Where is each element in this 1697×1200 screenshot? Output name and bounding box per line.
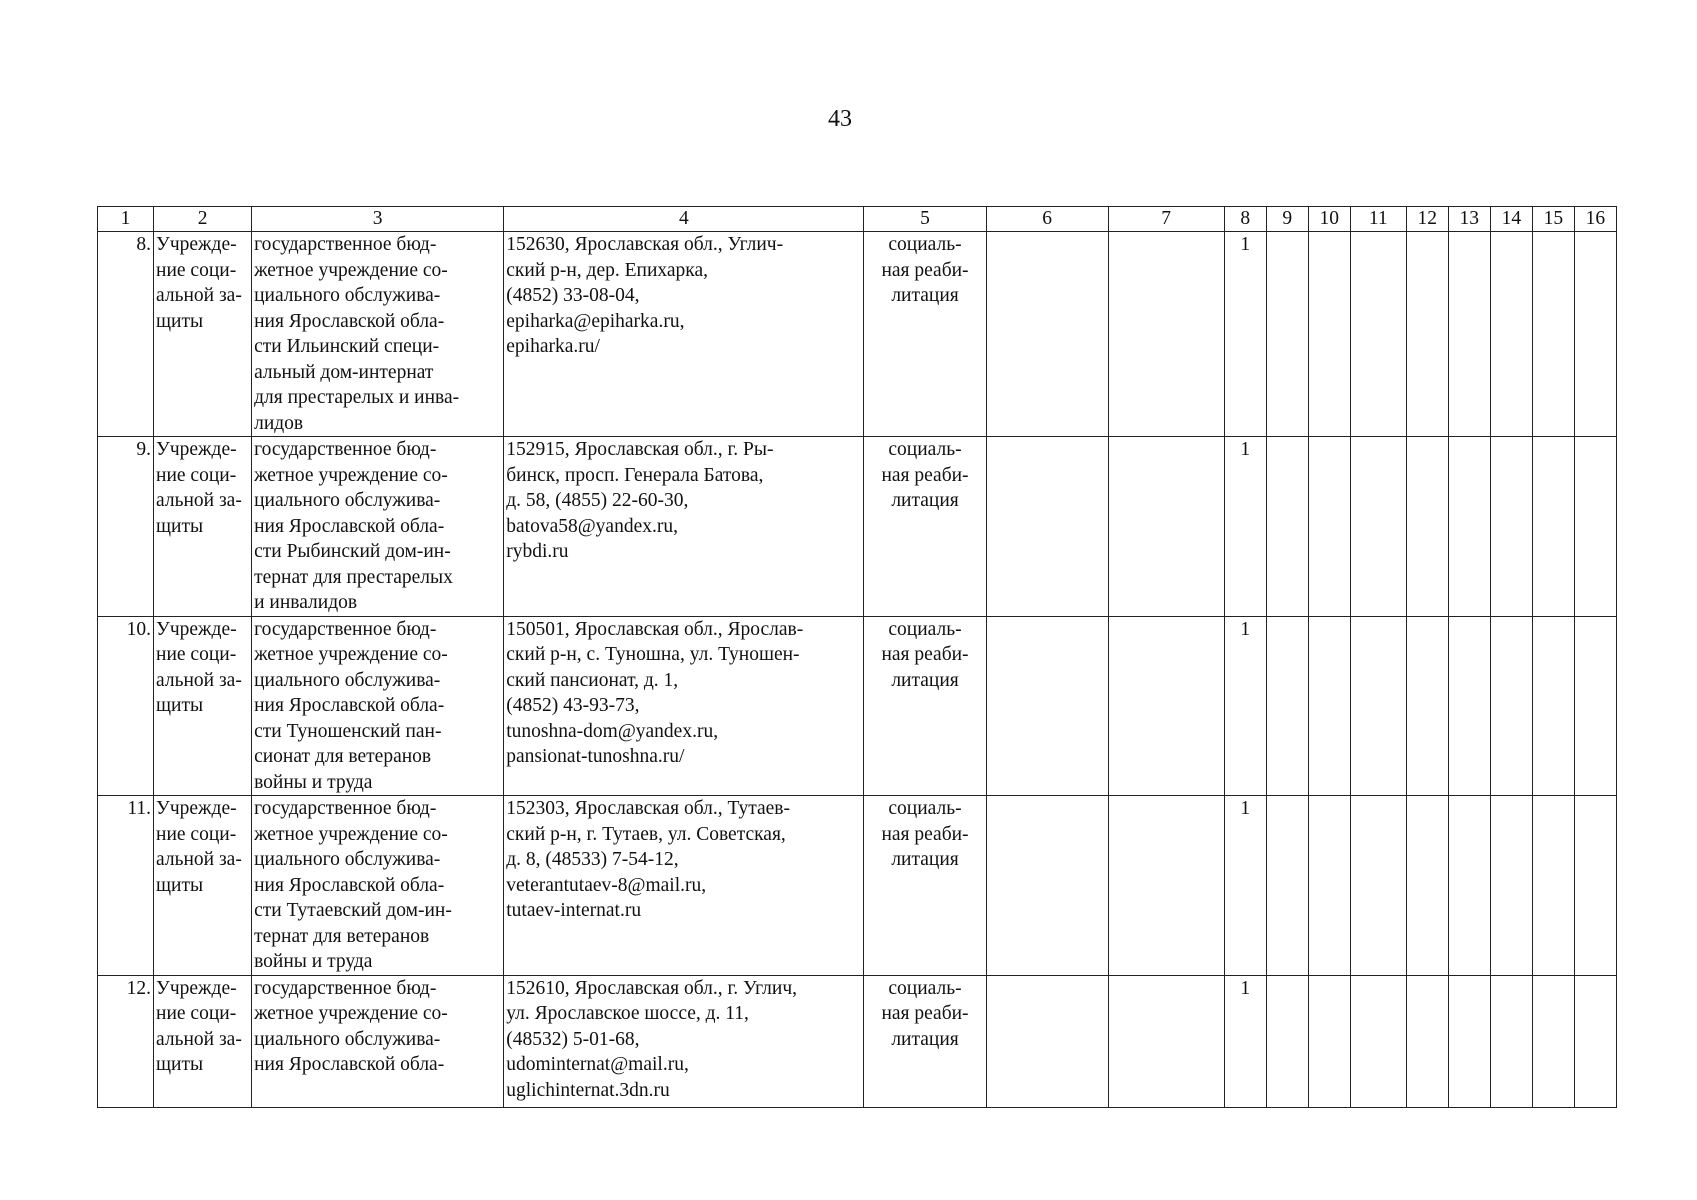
- empty-cell: [1350, 437, 1406, 617]
- empty-cell: [986, 796, 1108, 976]
- empty-cell: [1406, 437, 1448, 617]
- empty-cell: [1532, 796, 1574, 976]
- institution-address: 152915, Ярославская обл., г. Ры- бинск, просп. Генерала Батова, д. 58, (4855) 22-60-30, batova58@yandex.ru, rybdi.ru: [504, 437, 864, 617]
- service-type: социаль- ная реаби- литация: [864, 616, 986, 796]
- empty-cell: [1266, 975, 1308, 1107]
- empty-cell: [1532, 975, 1574, 1107]
- institution-type: Учрежде- ние соци- альной за- щиты: [154, 232, 252, 437]
- column-header: 7: [1108, 207, 1224, 232]
- empty-cell: [1108, 232, 1224, 437]
- row-number: 8.: [98, 232, 154, 437]
- column-header: 1: [98, 207, 154, 232]
- column-8-value: 1: [1224, 616, 1266, 796]
- institution-address: 152610, Ярославская обл., г. Углич, ул. Ярославское шоссе, д. 11, (48532) 5-01-68, udominternat@mail.ru, uglichinternat.3dn.ru: [504, 975, 864, 1107]
- empty-cell: [1350, 796, 1406, 976]
- column-8-value: 1: [1224, 437, 1266, 617]
- institution-name: государственное бюд- жетное учреждение со- циального обслужива- ния Ярославской обла-: [252, 975, 504, 1107]
- table-row: [98, 437, 1617, 617]
- row-number: 12.: [98, 975, 154, 1107]
- empty-cell: [1532, 437, 1574, 617]
- empty-cell: [1448, 796, 1490, 976]
- column-header: 3: [252, 207, 504, 232]
- column-header: 9: [1266, 207, 1308, 232]
- column-header: 11: [1350, 207, 1406, 232]
- empty-cell: [1266, 437, 1308, 617]
- empty-cell: [1108, 616, 1224, 796]
- service-type: социаль- ная реаби- литация: [864, 232, 986, 437]
- empty-cell: [1108, 975, 1224, 1107]
- empty-cell: [1350, 975, 1406, 1107]
- empty-cell: [986, 437, 1108, 617]
- institution-name: государственное бюд- жетное учреждение со- циального обслужива- ния Ярославской обла- сти Ильинский специ- альный дом-интернат для престарелых и инва- лидов: [252, 232, 504, 437]
- column-8-value: 1: [1224, 232, 1266, 437]
- empty-cell: [1266, 796, 1308, 976]
- empty-cell: [1448, 616, 1490, 796]
- header-row: [98, 207, 1617, 232]
- column-header: 4: [504, 207, 864, 232]
- empty-cell: [1448, 437, 1490, 617]
- empty-cell: [1406, 616, 1448, 796]
- empty-cell: [1490, 616, 1532, 796]
- table-row: [98, 796, 1617, 976]
- empty-cell: [1490, 437, 1532, 617]
- empty-cell: [1490, 232, 1532, 437]
- empty-cell: [1108, 796, 1224, 976]
- row-number: 9.: [98, 437, 154, 617]
- institution-type: Учрежде- ние соци- альной за- щиты: [154, 616, 252, 796]
- column-header: 5: [864, 207, 986, 232]
- empty-cell: [1308, 437, 1350, 617]
- column-8-value: 1: [1224, 975, 1266, 1107]
- empty-cell: [1308, 796, 1350, 976]
- column-header: 12: [1406, 207, 1448, 232]
- service-type: социаль- ная реаби- литация: [864, 796, 986, 976]
- empty-cell: [1406, 975, 1448, 1107]
- institution-type: Учрежде- ние соци- альной за- щиты: [154, 975, 252, 1107]
- empty-cell: [1448, 975, 1490, 1107]
- empty-cell: [1574, 616, 1616, 796]
- column-header: 6: [986, 207, 1108, 232]
- empty-cell: [1350, 616, 1406, 796]
- column-header: 13: [1448, 207, 1490, 232]
- empty-cell: [1406, 796, 1448, 976]
- empty-cell: [1490, 975, 1532, 1107]
- institution-address: 152630, Ярославская обл., Углич- ский р-н, дер. Епихарка, (4852) 33-08-04, epiharka@epiharka.ru, epiharka.ru/: [504, 232, 864, 437]
- empty-cell: [1574, 975, 1616, 1107]
- table-row: [98, 232, 1617, 437]
- institution-type: Учрежде- ние соци- альной за- щиты: [154, 437, 252, 617]
- services-table: [97, 206, 1617, 1108]
- empty-cell: [986, 616, 1108, 796]
- empty-cell: [1266, 232, 1308, 437]
- institution-name: государственное бюд- жетное учреждение со- циального обслужива- ния Ярославской обла- сти Туношенский пан- сионат для ветеранов войны и труда: [252, 616, 504, 796]
- empty-cell: [1574, 796, 1616, 976]
- empty-cell: [986, 975, 1108, 1107]
- column-8-value: 1: [1224, 796, 1266, 976]
- empty-cell: [1266, 616, 1308, 796]
- service-type: социаль- ная реаби- литация: [864, 975, 986, 1107]
- table-row: [98, 616, 1617, 796]
- empty-cell: [1448, 232, 1490, 437]
- column-header: 16: [1574, 207, 1616, 232]
- column-header: 2: [154, 207, 252, 232]
- column-header: 15: [1532, 207, 1574, 232]
- institution-name: государственное бюд- жетное учреждение со- циального обслужива- ния Ярославской обла- сти Рыбинский дом-ин- тернат для престарелых и инвалидов: [252, 437, 504, 617]
- empty-cell: [1308, 232, 1350, 437]
- page-number: 43: [828, 106, 852, 132]
- empty-cell: [1532, 232, 1574, 437]
- empty-cell: [1108, 437, 1224, 617]
- institution-address: 150501, Ярославская обл., Ярослав- ский р-н, с. Туношна, ул. Туношен- ский пансионат, д. 1, (4852) 43-93-73, tunoshna-dom@yandex.ru, pansionat-tunoshna.ru/: [504, 616, 864, 796]
- empty-cell: [1406, 232, 1448, 437]
- column-header: 8: [1224, 207, 1266, 232]
- empty-cell: [1574, 437, 1616, 617]
- service-type: социаль- ная реаби- литация: [864, 437, 986, 617]
- table-row: [98, 975, 1617, 1107]
- empty-cell: [1350, 232, 1406, 437]
- institution-type: Учрежде- ние соци- альной за- щиты: [154, 796, 252, 976]
- empty-cell: [1490, 796, 1532, 976]
- empty-cell: [1308, 616, 1350, 796]
- institution-name: государственное бюд- жетное учреждение со- циального обслужива- ния Ярославской обла- сти Тутаевский дом-ин- тернат для ветеранов войны и труда: [252, 796, 504, 976]
- row-number: 10.: [98, 616, 154, 796]
- empty-cell: [1308, 975, 1350, 1107]
- row-number: 11.: [98, 796, 154, 976]
- column-header: 14: [1490, 207, 1532, 232]
- empty-cell: [986, 232, 1108, 437]
- institution-address: 152303, Ярославская обл., Тутаев- ский р-н, г. Тутаев, ул. Советская, д. 8, (48533) 7-54-12, veterantutaev-8@mail.ru, tutaev-internat.ru: [504, 796, 864, 976]
- empty-cell: [1574, 232, 1616, 437]
- column-header: 10: [1308, 207, 1350, 232]
- empty-cell: [1532, 616, 1574, 796]
